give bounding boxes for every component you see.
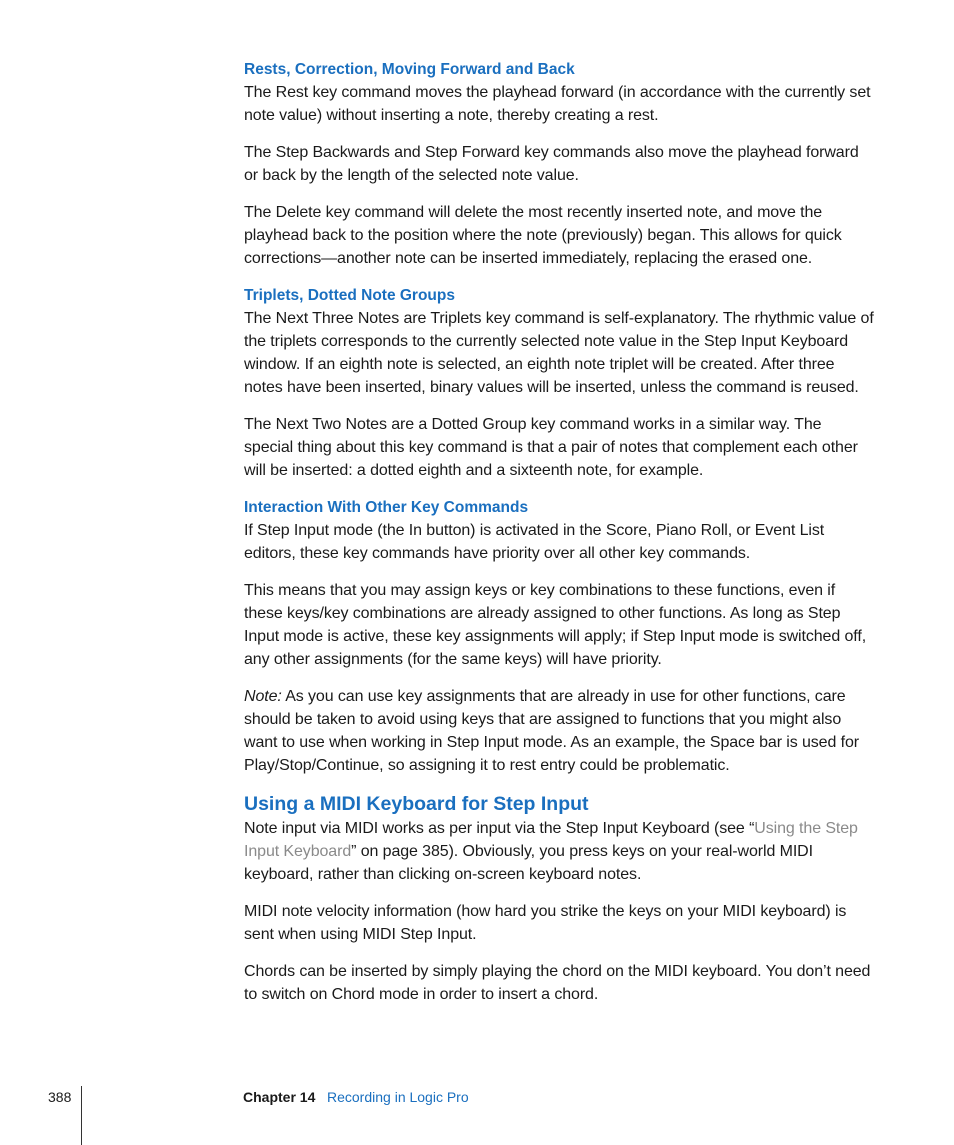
paragraph: The Next Two Notes are a Dotted Group key command works in a similar way. The special thing about this key command is that a pair of notes that complement each other will be inserted: a dotted eighth and a sixteenth note, for example.: [244, 416, 858, 479]
chapter-label: Chapter 14: [243, 1089, 316, 1105]
page-content: [244, 58, 874, 1020]
footer-divider: [81, 1086, 82, 1145]
paragraph: The Next Three Notes are Triplets key command is self-explanatory. The rhythmic value of the triplets corresponds to the currently selected note value in the Step Input Keyboard window. If an eighth note is selected, an eighth note triplet will be created. After three notes have been inserted, binary values will be inserted, unless the command is reused.: [244, 310, 874, 396]
section-heading-midi: Using a MIDI Keyboard for Step Input: [244, 793, 589, 815]
cross-reference-link[interactable]: Using the Step Input Keyboard: [244, 820, 858, 860]
text-span: Note input via MIDI works as per input via the Step Input Keyboard (see “: [244, 820, 755, 837]
paragraph: The Delete key command will delete the most recently inserted note, and move the playhead back to the position where the note (previously) began. This allows for quick corrections—another note can be inserted immediately, replacing the erased one.: [244, 204, 842, 267]
paragraph: This means that you may assign keys or key combinations to these functions, even if these keys/key combinations are already assigned to other functions. As long as Step Input mode is active, these key assignments will apply; if Step Input mode is switched off, any other assignments (for the same keys) will have priority.: [244, 582, 867, 668]
paragraph: The Rest key command moves the playhead forward (in accordance with the currently set note value) without inserting a note, thereby creating a rest.: [244, 84, 871, 124]
paragraph: If Step Input mode (the In button) is activated in the Score, Piano Roll, or Event List editors, these key commands have priority over all other key commands.: [244, 522, 825, 562]
note-paragraph: [244, 685, 874, 777]
text-span: ” on page 385). Obviously, you press keys on your real-world MIDI keyboard, rather than clicking on-screen keyboard notes.: [244, 843, 813, 883]
section-heading-interaction: Interaction With Other Key Commands: [244, 499, 529, 516]
page-footer: [0, 1060, 954, 1145]
paragraph: [244, 817, 874, 886]
paragraph: MIDI note velocity information (how hard you strike the keys on your MIDI keyboard) is sent when using MIDI Step Input.: [244, 903, 847, 943]
page-number: 388: [48, 1089, 72, 1105]
chapter-title-link[interactable]: Recording in Logic Pro: [327, 1089, 469, 1105]
note-text: As you can use key assignments that are already in use for other functions, care should be taken to avoid using keys that are assigned to functions that you might also want to use when working in Step Input mode. As an example, the Space bar is used for Play/Stop/Continue, so assigning it to rest entry could be problematic.: [244, 688, 859, 774]
paragraph: Chords can be inserted by simply playing the chord on the MIDI keyboard. You don’t need to switch on Chord mode in order to insert a chord.: [244, 963, 871, 1003]
note-label: Note:: [244, 688, 282, 705]
paragraph: The Step Backwards and Step Forward key commands also move the playhead forward or back by the length of the selected note value.: [244, 144, 859, 184]
section-heading-rests: Rests, Correction, Moving Forward and Back: [244, 61, 575, 78]
section-heading-triplets: Triplets, Dotted Note Groups: [244, 287, 455, 304]
